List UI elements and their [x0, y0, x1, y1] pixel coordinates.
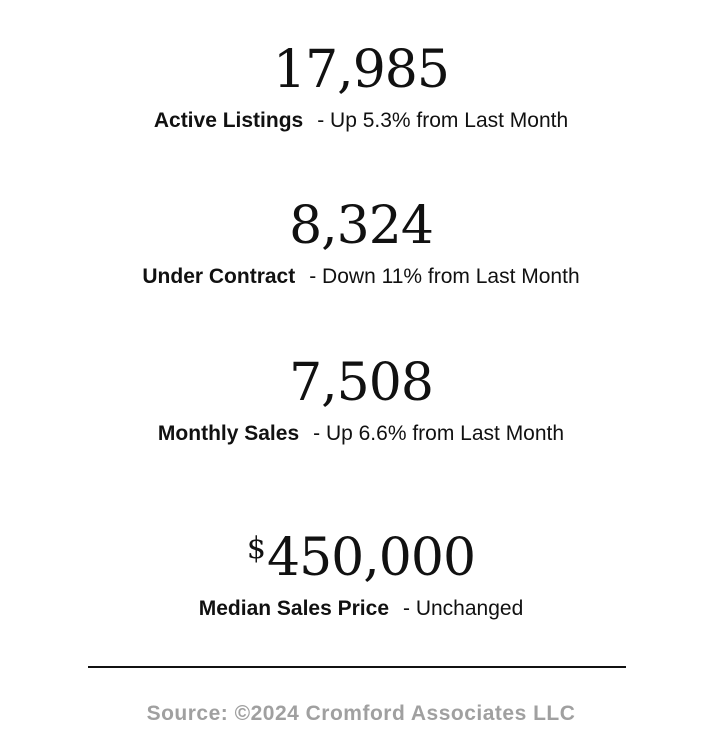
stat-change: - Up 5.3% from Last Month: [317, 109, 569, 132]
source-credit: Source: ©2024 Cromford Associates LLC: [146, 702, 576, 725]
currency-symbol: $: [246, 531, 266, 566]
stat-value: 450,000: [267, 528, 476, 588]
stat-monthly-sales: [0, 353, 722, 445]
divider: [88, 666, 626, 668]
stat-label: Active Listings: [153, 109, 304, 132]
stat-under-contract: [0, 196, 722, 288]
stat-label: Monthly Sales: [157, 422, 300, 445]
stat-label: Median Sales Price: [198, 597, 389, 620]
stat-change: - Down 11% from Last Month: [309, 265, 580, 288]
stat-change: - Up 6.6% from Last Month: [313, 422, 565, 445]
stat-value-container: [0, 528, 722, 588]
stat-value: 17,985: [273, 40, 449, 100]
stat-median-sales-price: [0, 528, 722, 620]
stat-label-line: [0, 110, 722, 131]
stat-value: 7,508: [289, 353, 433, 413]
stat-label: Under Contract: [142, 265, 296, 288]
stat-change: - Unchanged: [403, 597, 524, 620]
stat-value: 8,324: [289, 196, 433, 256]
stat-label-line: [0, 266, 722, 287]
stat-active-listings: [0, 40, 722, 132]
stat-label-line: [0, 598, 722, 619]
stat-label-line: [0, 423, 722, 444]
